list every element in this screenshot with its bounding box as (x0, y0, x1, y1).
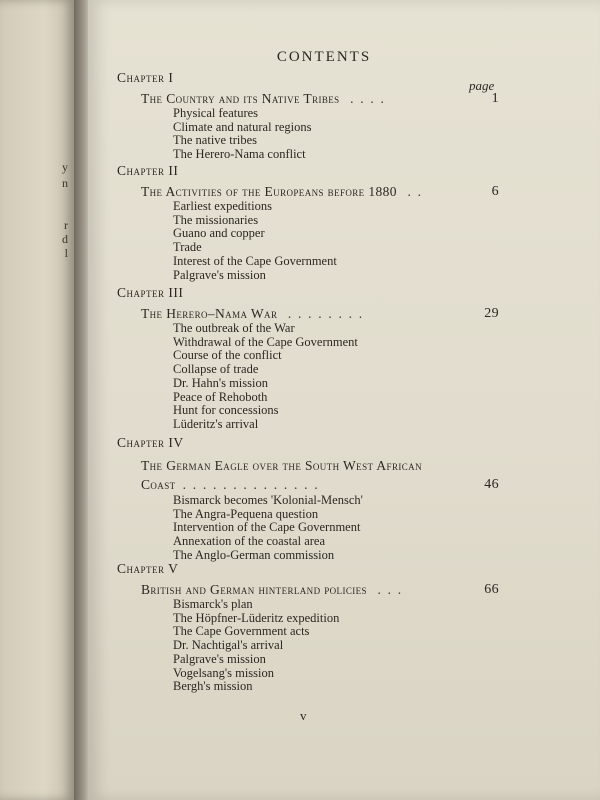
section-item: Bismarck becomes 'Kolonial-Mensch' (173, 493, 363, 507)
chapter-title-line: The German Eagle over the South West African (141, 458, 422, 473)
page-number: 66 (484, 582, 499, 597)
section-list (173, 494, 487, 563)
facing-page-fragment: n (62, 176, 68, 190)
page-number: 1 (491, 91, 499, 106)
chapter-label: Chapter I (117, 70, 174, 85)
section-item: Earliest expeditions (173, 199, 272, 213)
section-item: Withdrawal of the Cape Government (173, 334, 358, 349)
chapter-label: Chapter IV (117, 435, 184, 450)
section-item: The native tribes (173, 133, 257, 148)
section-item: Guano and copper (173, 226, 265, 241)
facing-page-fragment: d (62, 232, 68, 246)
section-item: Bismarck's plan (173, 597, 253, 611)
section-item: Peace of Rehoboth (173, 389, 268, 404)
chapter-title-text: The Activities of the Europeans before 1880 (141, 184, 397, 199)
leader-dots: . . . . . . . . . . . . . . (179, 477, 318, 492)
section-item: Annexation of the coastal area (173, 534, 326, 549)
page-number: 6 (491, 184, 499, 199)
section-item: Physical features (173, 106, 259, 120)
section-list (173, 322, 487, 432)
section-item: The Anglo-German commission (173, 547, 335, 562)
leader-dots: . . . . (343, 91, 384, 106)
section-list (173, 200, 487, 282)
chapter-5 (117, 561, 499, 694)
chapter-title (141, 456, 499, 494)
leader-dots: . . . . . . . . (281, 306, 363, 321)
facing-page-fragment: y (62, 160, 68, 174)
page-number: 46 (484, 477, 499, 492)
section-item: The outbreak of the War (173, 321, 295, 335)
contents-page (88, 0, 600, 800)
chapter-2 (117, 163, 499, 282)
section-item: Intervention of the Cape Government (173, 520, 361, 535)
section-item: Lüderitz's arrival (173, 416, 259, 431)
leader-dots: . . (400, 184, 421, 199)
section-item: The Angra-Pequena question (173, 506, 319, 521)
section-item: Dr. Hahn's mission (173, 375, 268, 390)
chapter-label: Chapter III (117, 285, 184, 300)
section-item: Climate and natural regions (173, 119, 312, 134)
section-item: Dr. Nachtigal's arrival (173, 638, 284, 653)
section-item: Vogelsang's mission (173, 665, 274, 680)
page-title: CONTENTS (276, 49, 372, 65)
chapter-3 (117, 285, 499, 432)
page-number: 29 (484, 306, 499, 321)
facing-page (0, 0, 74, 800)
section-item: Palgrave's mission (173, 267, 266, 282)
section-item: The Höpfner-Lüderitz expedition (173, 610, 340, 625)
chapter-title (141, 306, 499, 322)
page-folio: v (300, 708, 307, 723)
chapter-title (141, 184, 499, 200)
chapter-label: Chapter II (117, 163, 179, 178)
facing-page-fragment: r (64, 218, 68, 232)
section-list (173, 598, 487, 694)
chapter-title-text: British and German hinterland policies (141, 582, 367, 597)
section-item: Hunt for concessions (173, 403, 279, 418)
section-item: Bergh's mission (173, 679, 253, 694)
section-item: Course of the conflict (173, 348, 282, 363)
section-item: The Cape Government acts (173, 624, 310, 639)
facing-page-fragment: l (64, 246, 68, 260)
section-item: The missionaries (173, 212, 259, 227)
chapter-title-text: The Country and its Native Tribes (141, 91, 340, 106)
page-column-label: page (469, 78, 495, 93)
section-item: Interest of the Cape Government (173, 253, 337, 268)
chapter-title-line-2 (141, 475, 499, 494)
chapter-title-text: The Herero–Nama War (141, 306, 278, 321)
section-item: Collapse of trade (173, 362, 259, 377)
section-list (173, 107, 487, 162)
section-item: Palgrave's mission (173, 651, 266, 666)
chapter-title (141, 582, 499, 598)
leader-dots: . . . (370, 582, 402, 597)
chapter-title (141, 91, 499, 107)
chapter-4 (117, 435, 499, 563)
chapter-label: Chapter V (117, 561, 179, 576)
section-item: Trade (173, 240, 202, 255)
section-item: The Herero-Nama conflict (173, 147, 306, 162)
chapter-1 (117, 70, 499, 162)
chapter-title-text: Coast (141, 477, 176, 492)
